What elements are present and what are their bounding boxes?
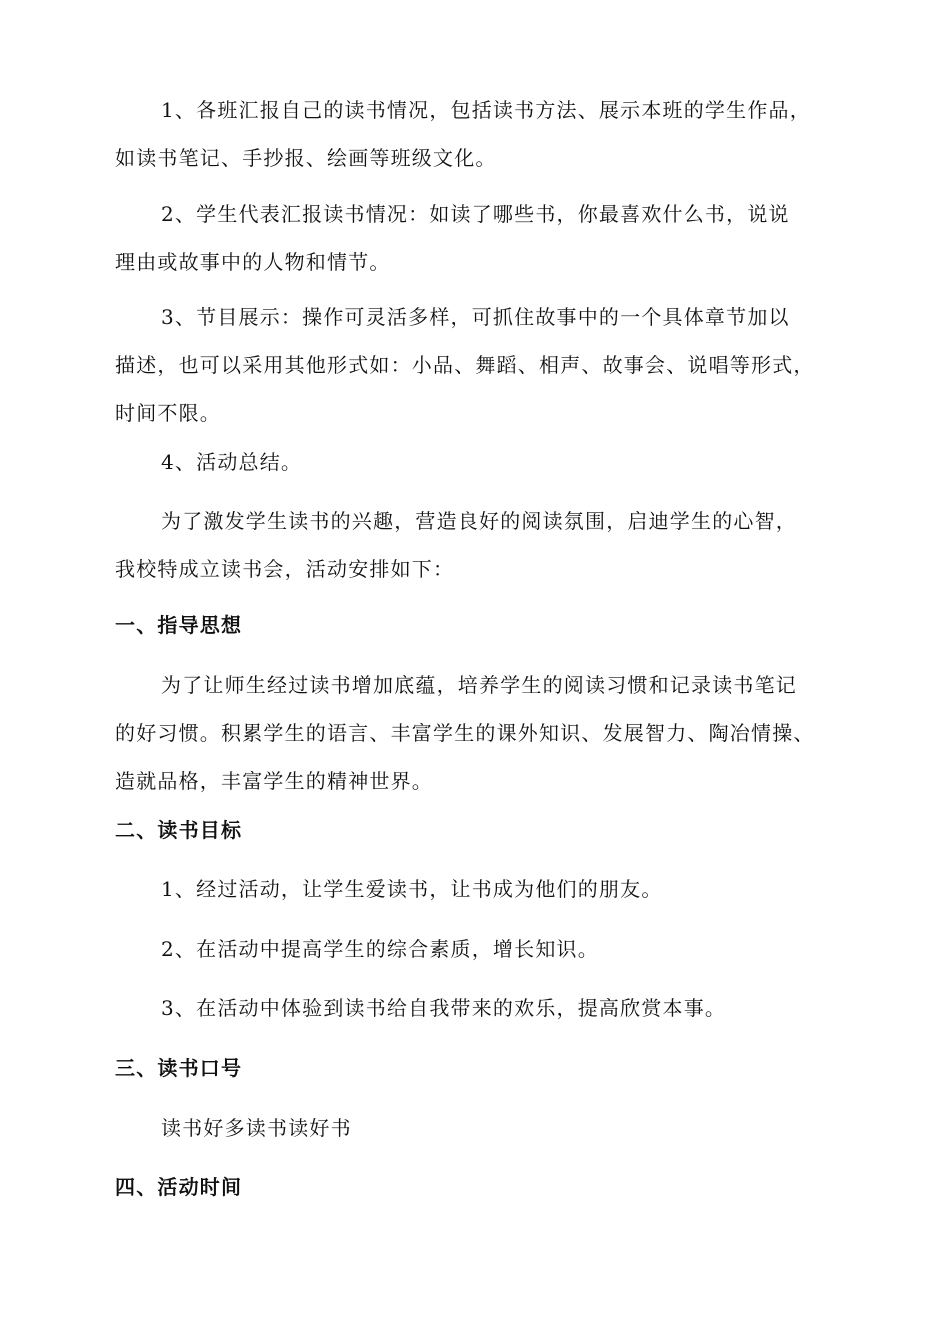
paragraph-guiding-idea bbox=[115, 661, 845, 805]
text-line: 读书好多读书读好书 bbox=[161, 1116, 352, 1140]
section-heading-slogan: 三、读书口号 bbox=[115, 1056, 243, 1080]
text-line: 的好习惯。积累学生的语言、丰富学生的课外知识、发展智力、陶冶情操、 bbox=[115, 721, 815, 745]
paragraph-goal-2 bbox=[115, 925, 845, 973]
paragraph-summary bbox=[115, 438, 845, 486]
paragraph-goal-3 bbox=[115, 984, 845, 1032]
text-line: 时间不限。 bbox=[115, 401, 221, 425]
text-line: 3、在活动中体验到读书给自我带来的欢乐，提高欣赏本事。 bbox=[161, 996, 727, 1020]
text-line: 2、学生代表汇报读书情况：如读了哪些书，你最喜欢什么书，说说 bbox=[161, 202, 790, 226]
text-line: 3、节目展示：操作可灵活多样，可抓住故事中的一个具体章节加以 bbox=[161, 305, 790, 329]
text-line: 1、经过活动，让学生爱读书，让书成为他们的朋友。 bbox=[161, 877, 663, 901]
text-line: 造就品格，丰富学生的精神世界。 bbox=[115, 769, 433, 793]
paragraph-report-class bbox=[115, 86, 845, 182]
text-line: 理由或故事中的人物和情节。 bbox=[115, 250, 391, 274]
section-heading-guiding-idea: 一、指导思想 bbox=[115, 613, 243, 637]
text-line: 2、在活动中提高学生的综合素质，增长知识。 bbox=[161, 937, 599, 961]
text-line: 为了激发学生读书的兴趣，营造良好的阅读氛围，启迪学生的心智， bbox=[161, 509, 797, 533]
text-line: 4、活动总结。 bbox=[161, 450, 303, 474]
paragraph-intro bbox=[115, 497, 845, 593]
paragraph-slogan bbox=[115, 1104, 845, 1152]
text-line: 为了让师生经过读书增加底蕴，培养学生的阅读习惯和记录读书笔记 bbox=[161, 673, 797, 697]
paragraph-goal-1 bbox=[115, 865, 845, 913]
text-line: 如读书笔记、手抄报、绘画等班级文化。 bbox=[115, 146, 497, 170]
text-line: 描述，也可以采用其他形式如：小品、舞蹈、相声、故事会、说唱等形式， bbox=[115, 353, 815, 377]
text-line: 1、各班汇报自己的读书情况，包括读书方法、展示本班的学生作品， bbox=[161, 98, 811, 122]
text-line: 我校特成立读书会，活动安排如下： bbox=[115, 557, 455, 581]
section-heading-activity-time: 四、活动时间 bbox=[115, 1175, 243, 1199]
paragraph-student-report bbox=[115, 190, 845, 286]
section-heading-reading-goals: 二、读书目标 bbox=[115, 818, 243, 842]
paragraph-program-show bbox=[115, 293, 845, 437]
